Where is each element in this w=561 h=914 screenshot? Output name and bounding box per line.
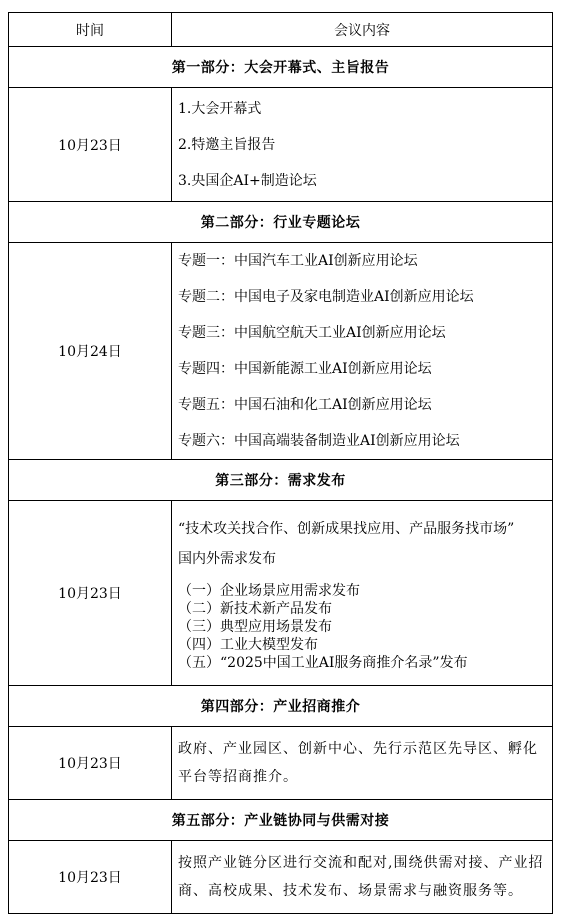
list-item: 专题六：中国高端装备制造业AI创新应用论坛 xyxy=(178,433,460,449)
list-item: （一）企业场景应用需求发布 xyxy=(178,583,360,599)
section-5-row xyxy=(9,841,553,914)
list-item: （二）新技术新产品发布 xyxy=(178,601,332,617)
table-header-row xyxy=(9,13,553,47)
section-4-title: 第四部分：产业招商推介 xyxy=(9,686,553,727)
section-2-content xyxy=(172,243,553,460)
list-item: 2.特邀主旨报告 xyxy=(178,136,276,153)
header-time: 时间 xyxy=(9,13,172,47)
section-3-content xyxy=(172,501,553,686)
section-2-title: 第二部分：行业专题论坛 xyxy=(9,202,553,243)
agenda-table xyxy=(8,12,553,914)
list-item: （四）工业大模型发布 xyxy=(178,637,318,653)
section-3-intro: 国内外需求发布 xyxy=(178,551,276,567)
section-2-row xyxy=(9,243,553,460)
section-title-row xyxy=(9,202,553,243)
section-3-row xyxy=(9,501,553,686)
list-item: 专题一：中国汽车工业AI创新应用论坛 xyxy=(178,253,418,269)
section-title-row xyxy=(9,47,553,88)
list-item: 专题四：中国新能源工业AI创新应用论坛 xyxy=(178,361,432,377)
section-5-title: 第五部分：产业链协同与供需对接 xyxy=(9,800,553,841)
section-1-row xyxy=(9,88,553,202)
section-4-date: 10月23日 xyxy=(9,727,172,800)
section-5-content: 按照产业链分区进行交流和配对,围绕供需对接、产业招商、高校成果、技术发布、场景需求与融资服务等。 xyxy=(172,841,553,914)
list-item: （五）“2025中国工业AI服务商推介名录”发布 xyxy=(178,655,468,671)
list-item: 3.央国企AI+制造论坛 xyxy=(178,172,317,189)
section-1-content xyxy=(172,88,553,202)
section-4-row xyxy=(9,727,553,800)
list-item: 专题二：中国电子及家电制造业AI创新应用论坛 xyxy=(178,289,474,305)
section-3-quote: “技术攻关找合作、创新成果找应用、产品服务找市场” xyxy=(178,521,515,537)
list-item: 专题三：中国航空航天工业AI创新应用论坛 xyxy=(178,325,446,341)
section-title-row xyxy=(9,800,553,841)
section-1-date: 10月23日 xyxy=(9,88,172,202)
section-title-row xyxy=(9,460,553,501)
section-4-content: 政府、产业园区、创新中心、先行示范区先导区、孵化平台等招商推介。 xyxy=(172,727,553,800)
list-item: 专题五：中国石油和化工AI创新应用论坛 xyxy=(178,397,432,413)
section-3-title: 第三部分：需求发布 xyxy=(9,460,553,501)
section-title-row xyxy=(9,686,553,727)
section-5-date: 10月23日 xyxy=(9,841,172,914)
section-2-date: 10月24日 xyxy=(9,243,172,460)
list-item: （三）典型应用场景发布 xyxy=(178,619,332,635)
section-3-date: 10月23日 xyxy=(9,501,172,686)
header-content: 会议内容 xyxy=(172,13,553,47)
section-1-title: 第一部分：大会开幕式、主旨报告 xyxy=(9,47,553,88)
list-item: 1.大会开幕式 xyxy=(178,100,262,117)
